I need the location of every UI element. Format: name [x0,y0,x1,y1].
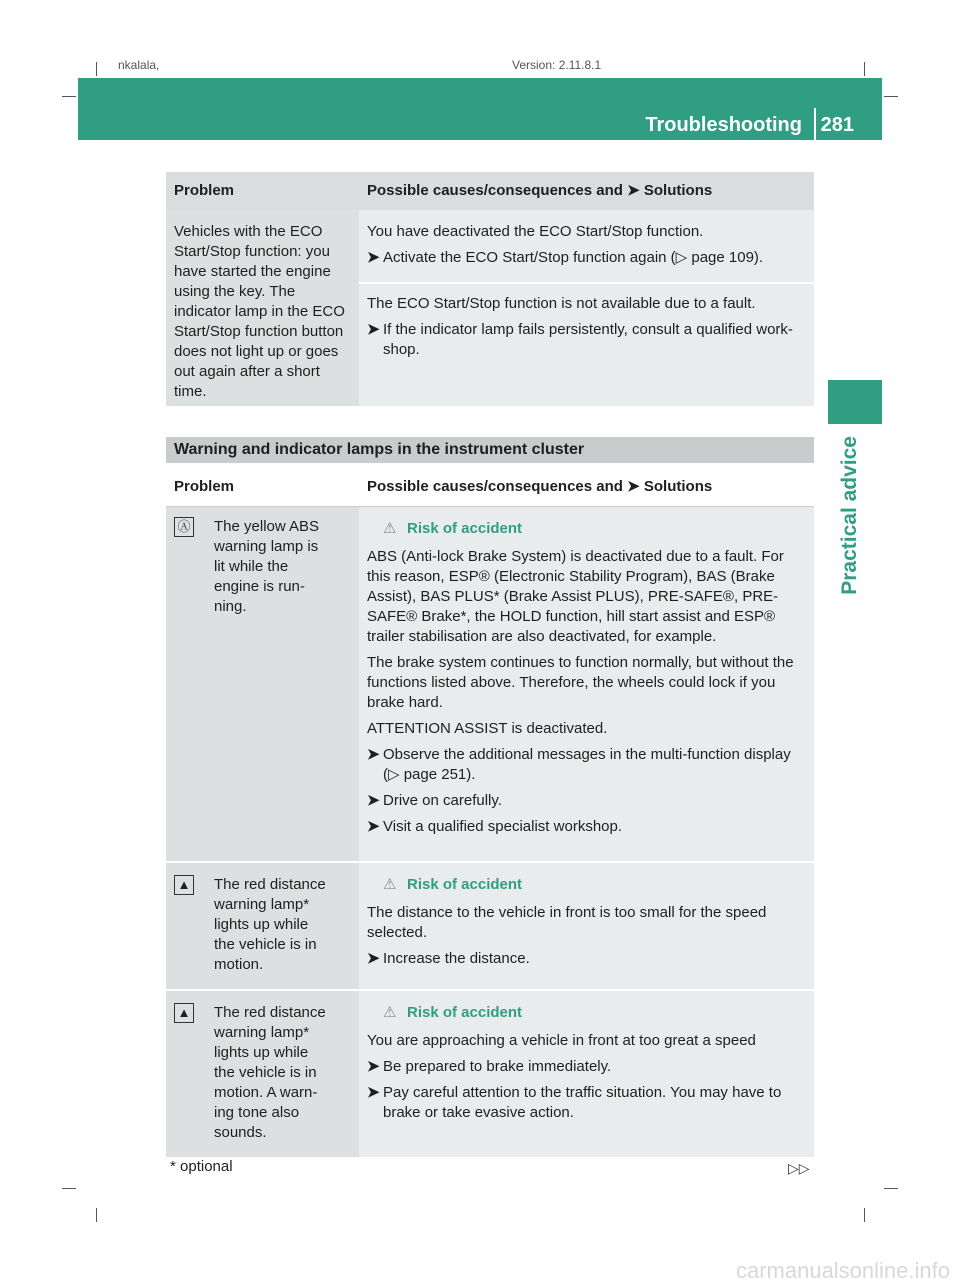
step-arrow-icon: ➤ [367,321,380,338]
footnote: * optional [170,1158,233,1175]
step-arrow-icon: ➤ [367,746,380,763]
col-solutions-label: Possible causes/consequences and [367,182,623,199]
header-divider [814,108,816,142]
crop-mark [884,1188,898,1189]
risk-warning-text: Risk of accident [407,1004,523,1021]
step-item [367,817,806,837]
col-solutions-header [359,172,814,210]
col-solutions-tail: Solutions [643,182,713,199]
step-text: Be prepared to brake immediately. [383,1058,612,1075]
crop-mark [864,1208,865,1222]
problem-cell [166,862,359,990]
description-text: The distance to the vehicle in front is too small for the speed selected. [367,904,767,941]
step-item [367,791,806,811]
step-text: Increase the distance. [383,950,530,967]
col-problem-header: Problem [166,468,359,507]
warning-triangle-icon: ⚠ [383,1004,397,1021]
section-title-text: Warning and indicator lamps in the instrument cluster [174,441,585,458]
solution-cell [359,283,814,406]
problem-text: The red distance warning lamp* lights up while the vehicle is in motion. A warn-ing tone also sounds. [214,1004,326,1141]
crop-mark [96,1208,97,1222]
table-row [166,990,814,1157]
page-number: 281 [820,114,854,136]
table-header-row [166,468,814,507]
description-text: ATTENTION ASSIST is deactivated. [367,720,608,737]
page-header-bar [78,78,882,140]
step-arrow-icon: ➤ [367,249,380,266]
troubleshooting-table-1 [166,172,814,406]
step-item [367,949,806,969]
warning-triangle-icon: ⚠ [383,520,397,537]
problem-cell [166,507,359,863]
solution-cell [359,862,814,990]
cause-text: You have deactivated the ECO Start/Stop function. [367,223,704,240]
risk-warning [367,1003,806,1023]
step-text: Drive on carefully. [383,792,502,809]
troubleshooting-table-2 [166,468,814,1157]
watermark: carmanualsonline.info [735,1258,950,1283]
problem-cell [166,990,359,1157]
continue-icon: ▷▷ [788,1160,810,1176]
step-text: Observe the additional messages in the multi-function display (▷ page 251). [383,746,791,783]
step-arrow-icon: ➤ [367,1084,380,1101]
description-text: The brake system continues to function normally, but without the functions listed above. Therefore, the wheels could lock if you brake hard. [367,654,794,711]
col-problem-header: Problem [174,182,235,199]
print-meta-left: nkalala, [118,58,160,72]
side-tab-text: Practical advice [838,436,861,595]
table-row [166,862,814,990]
table-row [166,210,814,283]
crop-mark [62,96,76,97]
description-text: ABS (Anti-lock Brake System) is deactivated due to a fault. For this reason, ESP® (Electronic Stability Program), BAS (Brake Assist), BAS PLUS* (Brake Assist PLUS), PRE-SAFE®, PRE-SAFE® Brake*, the HOLD function, hill start assist and ESP® trailer stabilisation are also deactivated, for example. [367,548,784,645]
problem-text: The red distance warning lamp* lights up while the vehicle is in motion. [214,876,326,973]
description-text: You are approaching a vehicle in front at too great a speed [367,1032,756,1049]
abs-warning-icon: Ⓐ [174,517,194,537]
step-text: Visit a qualified specialist workshop. [383,818,623,835]
step-item [367,320,806,360]
risk-warning [367,875,806,895]
step-item [367,1083,806,1123]
step-arrow-icon: ➤ [367,950,380,967]
step-item [367,248,806,268]
table-row [166,507,814,863]
cause-text: The ECO Start/Stop function is not available due to a fault. [367,295,756,312]
print-meta-right: Version: 2.11.8.1 [512,58,602,72]
crop-mark [884,96,898,97]
col-solutions-tail: Solutions [643,478,713,495]
col-solutions-label: Possible causes/consequences and [367,478,623,495]
crop-mark [864,62,865,76]
distance-warning-icon: ▲ [174,1003,194,1023]
side-tab-marker [828,380,882,424]
distance-warning-icon: ▲ [174,875,194,895]
problem-cell: Vehicles with the ECO Start/Stop function: you have started the engine using the key. The indicator lamp in the ECO Start/Stop function button does not light up or goes out again after a short time. [166,210,359,406]
step-text: If the indicator lamp fails persistently, consult a qualified work-shop. [383,321,793,358]
step-text: Activate the ECO Start/Stop function again (▷ page 109). [383,249,764,266]
page-title: Troubleshooting [645,114,802,136]
step-item [367,1057,806,1077]
section-title [166,437,814,463]
step-arrow-icon: ➤ [367,1058,380,1075]
risk-warning-text: Risk of accident [407,876,523,893]
step-text: Pay careful attention to the traffic situation. You may have to brake or take evasive action. [383,1084,782,1121]
table-header-row [166,172,814,210]
step-arrow-icon: ➤ [367,792,380,809]
col-solutions-header [359,468,814,507]
problem-text: The yellow ABS warning lamp is lit while the engine is run-ning. [214,518,320,615]
risk-warning-text: Risk of accident [407,520,523,537]
arrow-icon: ➤ [627,478,640,495]
arrow-icon: ➤ [627,182,640,199]
step-item [367,745,806,785]
solution-cell [359,507,814,863]
solution-cell [359,210,814,283]
warning-triangle-icon: ⚠ [383,876,397,893]
solution-cell [359,990,814,1157]
risk-warning [367,519,806,539]
side-tab-label [838,436,864,596]
step-arrow-icon: ➤ [367,818,380,835]
crop-mark [96,62,97,76]
crop-mark [62,1188,76,1189]
